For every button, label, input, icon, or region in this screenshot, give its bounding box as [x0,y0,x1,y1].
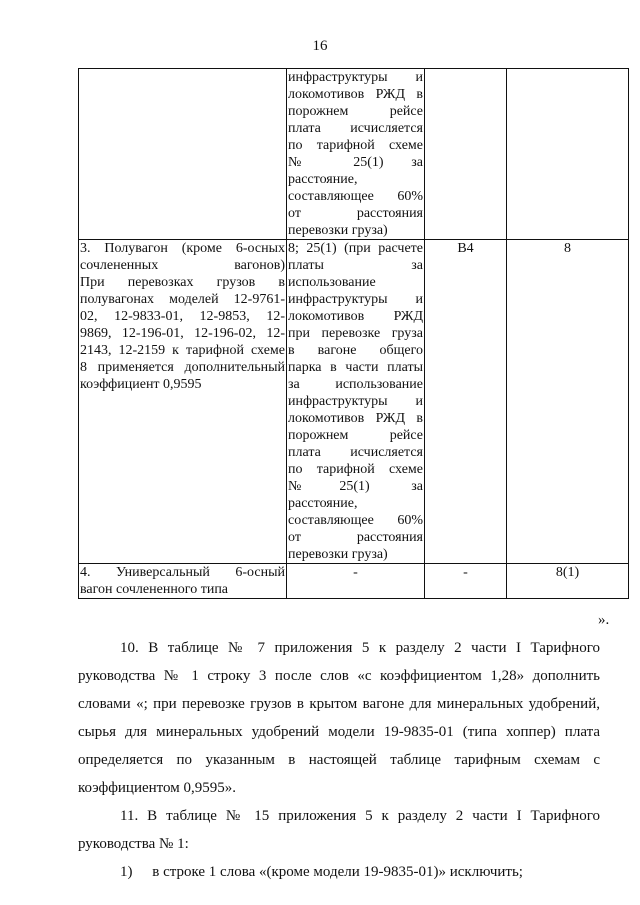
text-line: составляющее 60% [288,189,423,204]
text-line: №25(1) за [288,479,423,494]
cell-tariff-scheme [287,69,425,240]
text-line: локомотивов РЖД в [288,87,423,102]
tariff-scheme-text [288,240,423,563]
text-line: порожнем рейсе [288,428,423,443]
text-line: 9869, 12-196-01, 12-196-02, 12- [80,326,285,341]
text-line: 4. Универсальный 6-осный [80,565,285,580]
text-line: перевозки груза) [288,547,388,562]
text-line: перевозки груза) [288,223,388,238]
list-item-number: 1) [120,864,133,880]
cell-coefficient [507,69,629,240]
list-item-1 [78,858,600,886]
closing-quote: ». [598,612,610,628]
text-line: 2143, 12-2159 к тарифной схеме [80,343,285,358]
text-line: 3. Полувагон (кроме 6-осных [80,241,285,256]
paragraph-10 [78,634,600,802]
text-line: по тарифной схеме [288,138,423,153]
paragraph-11 [78,802,600,858]
cell-coefficient: 8 [507,240,629,564]
wagon-type-text [80,564,285,598]
text-line: 10. В таблице № 7 приложения 5 к разделу 2 части I Тарифного [120,640,600,656]
cell-coefficient: 8(1) [507,564,629,599]
text-line: 02, 12-9833-01, 12-9853, 12- [80,309,285,324]
text-line: от расстояния [288,206,423,221]
cell-class [425,69,507,240]
text-line: при перевозке груза [288,326,423,341]
text-line: полувагонах моделей 12-9761- [80,292,285,307]
tariff-table [78,68,629,599]
text-line: 8 применяется дополнительный [80,360,285,375]
tariff-scheme-text [288,69,423,239]
text-line: инфраструктуры и [288,292,423,307]
text-line: в вагоне общего [288,343,423,358]
text-line: порожнем рейсе [288,104,423,119]
table-row [79,564,629,599]
cell-name [79,564,287,599]
text-line: № 25(1) за [288,155,423,170]
cell-name [79,69,287,240]
list-item-text: в строке 1 слова «(кроме модели 19-9835-01)» исключить; [152,864,523,880]
text-line: 8; 25(1) (при расчете [288,241,423,256]
text-line: использование [288,275,376,290]
page-number: 16 [312,38,328,54]
table-row [79,240,629,564]
text-line: коэффициент 0,9595 [80,377,202,392]
text-line: расстояние, [288,496,358,511]
text-line: коэффициентом 0,9595». [78,780,236,796]
text-line: словами «; при перевозке грузов в крытом вагоне для минеральных удобрений, [78,696,600,712]
cell-name [79,240,287,564]
text-line: 11. В таблице № 15 приложения 5 к разделу 2 части I Тарифного [120,808,600,824]
text-line: определяется по указанным в настоящей таблице тарифным схемам с [78,752,600,768]
text-line: расстояние, [288,172,358,187]
text-line: вагон сочлененного типа [80,582,229,597]
text-line: инфраструктуры и [288,70,423,85]
text-line: локомотивов РЖД в [288,411,423,426]
text-line: парка в части платы [288,360,423,375]
cell-tariff-scheme: - [287,564,425,599]
cell-class: - [425,564,507,599]
cell-tariff-scheme [287,240,425,564]
text-line: сырья для минеральных удобрений модели 19-9835-01 (типа хоппер) плата [78,724,600,740]
text-line: плата исчисляется [288,445,423,460]
text-line: При перевозках грузов в [80,275,285,290]
text-line: платы за [288,258,423,273]
text-line: сочлененных вагонов) [80,258,285,273]
text-line: инфраструктуры и [288,394,423,409]
text-line: составляющее 60% [288,513,423,528]
text-line: по тарифной схеме [288,462,423,477]
text-line: за использование [288,377,423,392]
wagon-type-text [80,240,285,393]
text-line: локомотивов РЖД [288,309,423,324]
table-row-continuation [79,69,629,240]
text-line: руководства № 1 строку 3 после слов «с коэффициентом 1,28» дополнить [78,668,600,684]
text-line: руководства № 1: [78,836,189,852]
text-line: от расстояния [288,530,423,545]
text-line: плата исчисляется [288,121,423,136]
cell-class: В4 [425,240,507,564]
